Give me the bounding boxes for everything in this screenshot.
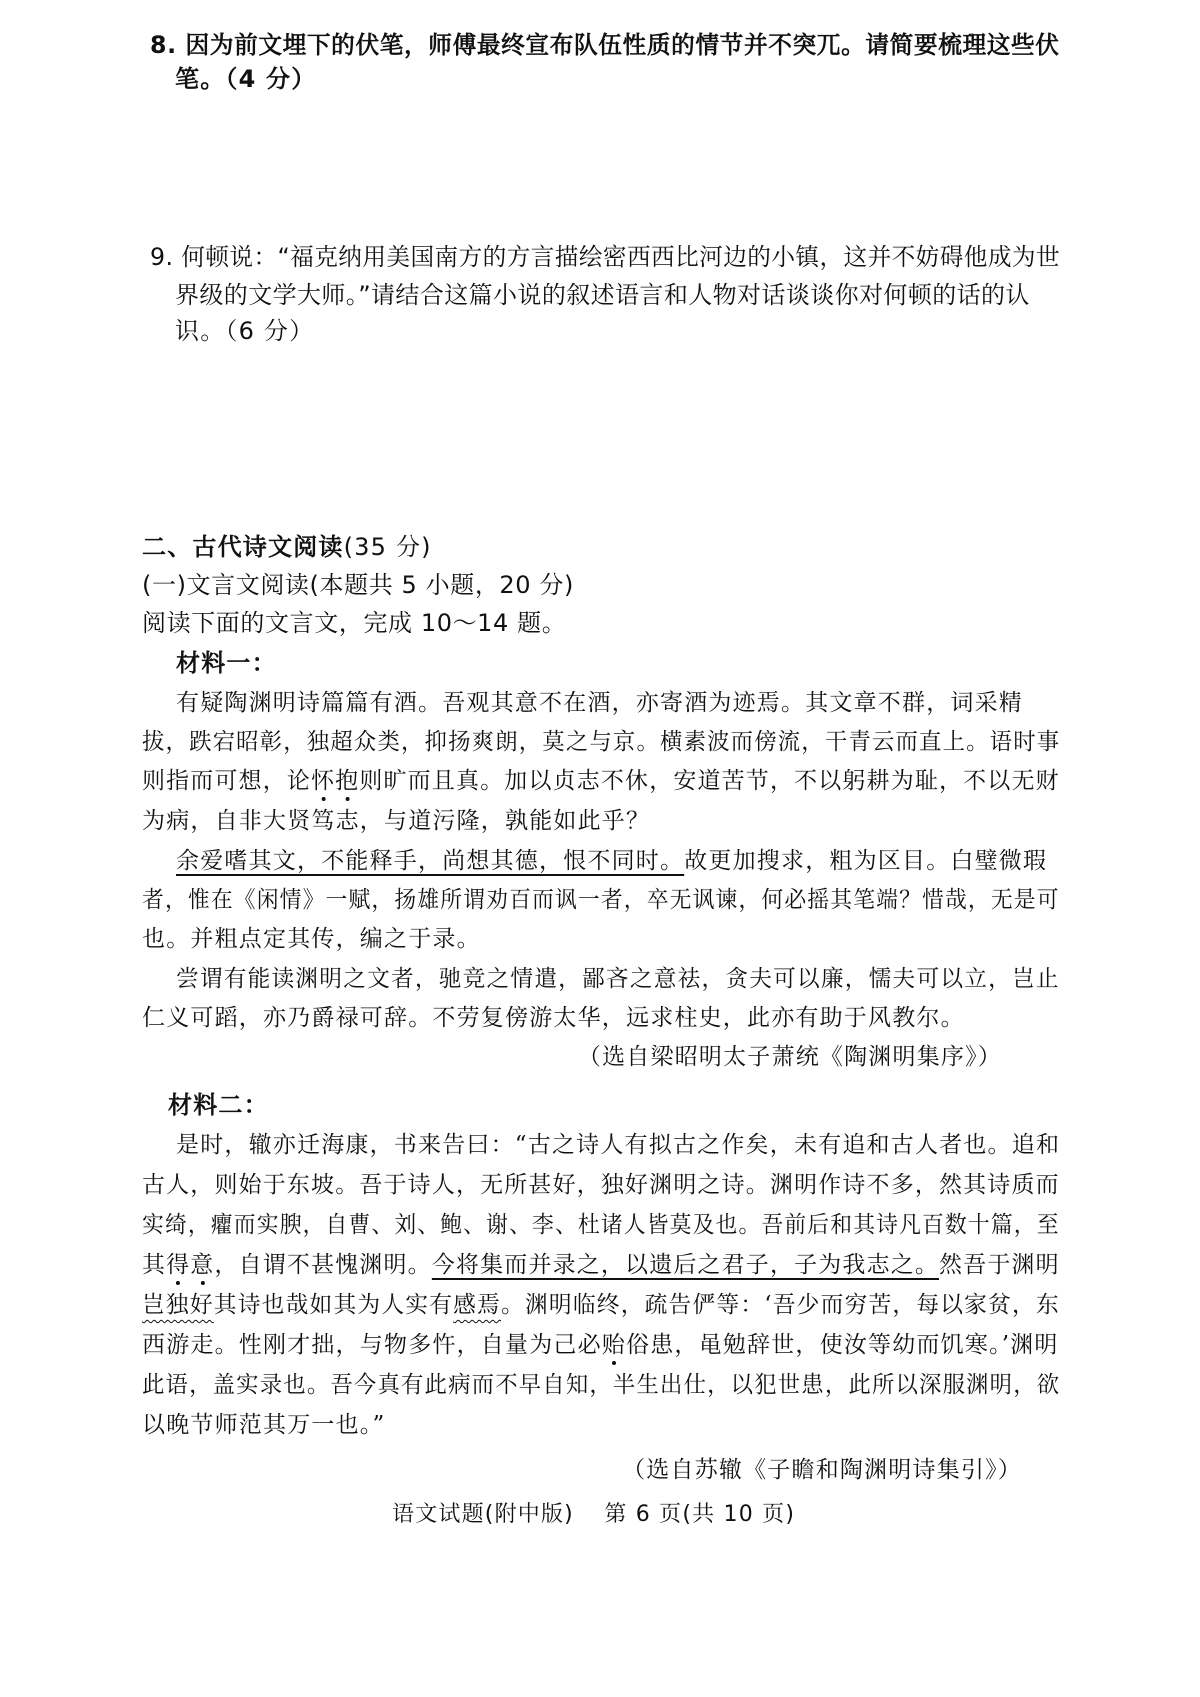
material-2-text: 。渊明临终，疏告俨等：‘吾少而穷苦，每以家贫，东 — [501, 1292, 1060, 1318]
material-1-line — [142, 766, 1060, 796]
material-2-text: 俗患，黾勉辞世，使汝等幼而饥寒。’渊明 — [626, 1332, 1059, 1358]
section-subheading: (一)文言文阅读(本题共 5 小题，20 分) — [142, 571, 574, 599]
underlined-sentence: 余爱嗜其文，不能释手，尚想其德，恨不同时。 — [176, 848, 685, 874]
emphasis-dot-char: 意 — [190, 1252, 215, 1278]
material-1-line: 为病，自非大贤笃志，与道污隆，孰能如此乎？ — [142, 808, 651, 834]
material-1-line: 也。并粗点定其传，编之于录。 — [142, 926, 481, 952]
material-1-line: 有疑陶渊明诗篇篇有酒。吾观其意不在酒，亦寄酒为迹焉。其文章不群，词采精 — [176, 690, 1023, 716]
emphasis-dot-char: 贻 — [601, 1332, 627, 1358]
question-8-line-1: 8. 因为前文埋下的伏笔，师傅最终宣布队伍性质的情节并不突兀。请简要梳理这些伏 — [150, 31, 1060, 59]
section-heading — [142, 532, 432, 562]
material-1-line: 仁义可蹈，亦乃爵禄可辞。不劳复傍游太华，远求柱史，此亦有助于风教尔。 — [142, 1005, 965, 1031]
material-2-line: 以晚节师范其万一也。” — [142, 1412, 386, 1438]
wavy-underlined-text: 感焉 — [453, 1292, 502, 1318]
material-2-text: 然吾于渊明 — [939, 1252, 1060, 1278]
material-1-line: 者，惟在《闲情》一赋，扬雄所谓劝百而讽一者，卒无讽谏，何必摇其笔端？惜哉，无是可 — [142, 887, 1060, 913]
emphasis-dot-char: 怀 — [311, 768, 336, 794]
emphasis-dot-char: 抱 — [335, 768, 360, 794]
material-2-text: 其诗也哉如其为人实有 — [213, 1292, 454, 1318]
material-2-text: ，自谓不甚愧渊明。 — [214, 1252, 432, 1278]
material-2-line: 此语，盖实录也。吾今真有此病而不早自知，半生出仕，以犯世患，此所以深服渊明，欲 — [142, 1372, 1061, 1398]
material-1-source: （选自梁昭明太子萧统《陶渊明集序》） — [577, 1044, 1002, 1070]
material-2-label: 材料二： — [168, 1091, 269, 1119]
underlined-sentence: 今将集而并录之，以遗后之君子，子为我志之。 — [431, 1252, 940, 1278]
material-2-line: 实绮，癯而实腴，自曹、刘、鲍、谢、李、杜诸人皆莫及也。吾前后和其诗凡百数十篇，至 — [142, 1212, 1060, 1238]
question-9-line-3: 识。（6 分） — [175, 317, 315, 345]
material-2-line — [142, 1250, 1060, 1280]
material-2-source: （选自苏辙《子瞻和陶渊明诗集引》） — [622, 1457, 1022, 1483]
material-1-label: 材料一： — [176, 649, 277, 677]
material-2-text: 西游走。性刚才拙，与物多忤，自量为己必 — [142, 1332, 602, 1358]
footer-page-number: 第 6 页(共 10 页) — [604, 1502, 796, 1527]
material-1-text: 故更加搜求，粗为区目。白璧微瑕 — [684, 848, 1048, 874]
emphasis-dot-char: 得 — [166, 1252, 191, 1278]
question-9-line-1: 9. 何顿说：“福克纳用美国南方的方言描绘密西西比河边的小镇，这并不妨碍他成为世 — [150, 243, 1061, 271]
material-2-line: 古人，则始于东坡。吾于诗人，无所甚好，独好渊明之诗。渊明作诗不多，然其诗质而 — [142, 1172, 1060, 1198]
material-1-line: 拔，跌宕昭彰，独超众类，抑扬爽朗，莫之与京。横素波而傍流，干青云而直上。语时事 — [142, 729, 1061, 755]
material-2-line — [142, 1290, 1060, 1320]
material-1-line: 尝谓有能读渊明之文者，驰竞之情遣，鄙吝之意祛，贪夫可以廉，懦夫可以立，岂止 — [176, 966, 1060, 992]
material-1-text: 则指而可想，论 — [142, 768, 312, 794]
material-1-line — [176, 846, 1047, 876]
material-2-line — [142, 1330, 1059, 1360]
footer-title: 语文试题(附中版) — [392, 1502, 574, 1527]
question-8-line-2: 笔。（4 分） — [175, 65, 317, 93]
material-1-text: 则旷而且真。加以贞志不休，安道苦节，不以躬耕为耻，不以无财 — [359, 768, 1060, 794]
page-footer — [392, 1500, 795, 1530]
section-heading-title: 二、古代诗文阅读 — [142, 533, 344, 561]
wavy-underlined-text: 岂独好 — [142, 1292, 214, 1318]
material-2-text: 其 — [142, 1252, 167, 1278]
section-instruction: 阅读下面的文言文，完成 10～14 题。 — [142, 609, 567, 637]
section-heading-score: (35 分) — [343, 533, 432, 561]
material-2-line: 是时，辙亦迁海康，书来告曰：“古之诗人有拟古之作矣，未有追和古人者也。追和 — [176, 1132, 1061, 1158]
question-9-line-2: 界级的文学大师。”请结合这篇小说的叙述语言和人物对话谈谈你对何顿的话的认 — [175, 281, 1030, 309]
